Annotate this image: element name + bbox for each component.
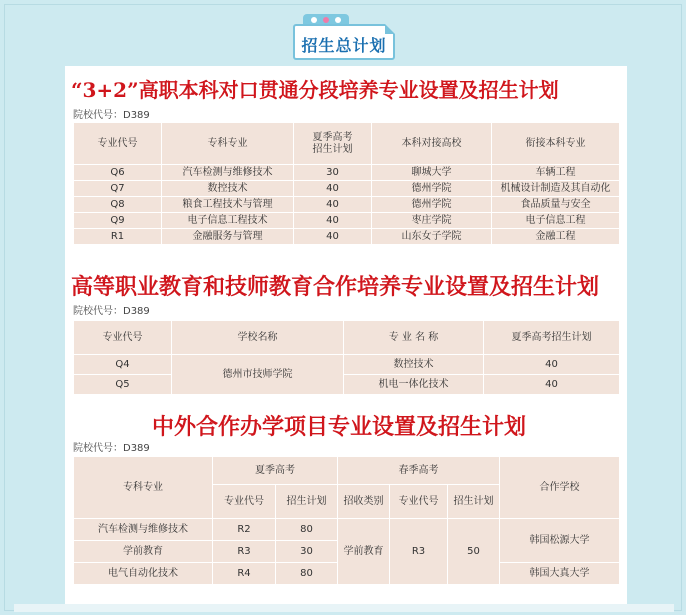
cell: 德州学院 bbox=[372, 197, 492, 213]
header-cell: 专科专业 bbox=[162, 123, 294, 165]
partner-cell: 韩国大真大学 bbox=[500, 563, 620, 585]
cell: R4 bbox=[213, 563, 276, 585]
table-header-row bbox=[74, 457, 620, 485]
bottom-strip bbox=[14, 604, 674, 612]
cell: 山东女子学院 bbox=[372, 229, 492, 245]
cell: 电子信息工程技术 bbox=[162, 213, 294, 229]
cell: 汽车检测与维修技术 bbox=[162, 165, 294, 181]
section3-table bbox=[73, 456, 620, 585]
table-row bbox=[74, 375, 620, 395]
header-cell: 专业代号 bbox=[74, 321, 172, 355]
cell: R3 bbox=[213, 541, 276, 563]
cell: 50 bbox=[448, 519, 500, 585]
section3-title: 中外合作办学项目专业设置及招生计划 bbox=[152, 414, 527, 440]
section-badge bbox=[293, 14, 395, 60]
cell: 机电一体化技术 bbox=[344, 375, 484, 395]
table-row bbox=[74, 229, 620, 245]
table-header-row bbox=[74, 321, 620, 355]
cell: 30 bbox=[294, 165, 372, 181]
badge-label: 招生总计划 bbox=[301, 36, 387, 55]
cell: 80 bbox=[276, 519, 338, 541]
header-cell: 春季高考 bbox=[338, 457, 500, 485]
header-cell: 招生计划 bbox=[276, 485, 338, 519]
cell: 40 bbox=[484, 355, 620, 375]
cell: 电子信息工程 bbox=[492, 213, 620, 229]
cell: 金融服务与管理 bbox=[162, 229, 294, 245]
section1-school-code: 院校代号：D389 bbox=[73, 110, 150, 121]
content-panel bbox=[65, 66, 627, 604]
cell: 食品质量与安全 bbox=[492, 197, 620, 213]
cell: 80 bbox=[276, 563, 338, 585]
section3-school-code: 院校代号：D389 bbox=[73, 443, 150, 454]
cell: Q9 bbox=[74, 213, 162, 229]
section2-school-code: 院校代号：D389 bbox=[73, 306, 150, 317]
table-row bbox=[74, 197, 620, 213]
header-cell: 专业代号 bbox=[390, 485, 448, 519]
section2-title: 高等职业教育和技师教育合作培养专业设置及招生计划 bbox=[71, 274, 600, 300]
cell: Q7 bbox=[74, 181, 162, 197]
badge-box bbox=[293, 24, 395, 60]
table-row bbox=[74, 213, 620, 229]
cell: 金融工程 bbox=[492, 229, 620, 245]
header-cell: 招收类别 bbox=[338, 485, 390, 519]
section2-table bbox=[73, 320, 620, 395]
section1-table bbox=[73, 122, 620, 245]
badge-dot-icon bbox=[311, 17, 317, 23]
cell: 车辆工程 bbox=[492, 165, 620, 181]
table-row bbox=[74, 355, 620, 375]
header-cell: 专 业 名 称 bbox=[344, 321, 484, 355]
cell: 40 bbox=[294, 181, 372, 197]
header-cell: 专业代号 bbox=[213, 485, 276, 519]
header-cell: 合作学校 bbox=[500, 457, 620, 519]
cell: 学前教育 bbox=[338, 519, 390, 585]
header-cell: 专业代号 bbox=[74, 123, 162, 165]
cell: 枣庄学院 bbox=[372, 213, 492, 229]
cell: 40 bbox=[294, 213, 372, 229]
header-cell: 专科专业 bbox=[74, 457, 213, 519]
cell: Q6 bbox=[74, 165, 162, 181]
cell: 粮食工程技术与管理 bbox=[162, 197, 294, 213]
cell: 德州学院 bbox=[372, 181, 492, 197]
cell: 30 bbox=[276, 541, 338, 563]
cell: 40 bbox=[484, 375, 620, 395]
partner-cell: 韩国松源大学 bbox=[500, 519, 620, 563]
header-cell: 本科对接高校 bbox=[372, 123, 492, 165]
header-cell: 学校名称 bbox=[172, 321, 344, 355]
cell: 数控技术 bbox=[162, 181, 294, 197]
cell: R1 bbox=[74, 229, 162, 245]
cell: 40 bbox=[294, 197, 372, 213]
header-cell: 衔接本科专业 bbox=[492, 123, 620, 165]
header-cell: 夏季高考 招生计划 bbox=[294, 123, 372, 165]
section1-title: “3+2”高职本科对口贯通分段培养专业设置及招生计划 bbox=[71, 78, 559, 102]
table-row bbox=[74, 181, 620, 197]
cell: Q8 bbox=[74, 197, 162, 213]
cell: R3 bbox=[390, 519, 448, 585]
badge-dot-icon bbox=[323, 17, 329, 23]
cell: 学前教育 bbox=[74, 541, 213, 563]
table-row bbox=[74, 519, 620, 541]
cell: Q4 bbox=[74, 355, 172, 375]
cell: 机械设计制造及其自动化 bbox=[492, 181, 620, 197]
school-cell: 德州市技师学院 bbox=[172, 355, 344, 395]
table-header-row bbox=[74, 123, 620, 165]
cell: 汽车检测与维修技术 bbox=[74, 519, 213, 541]
header-cell: 夏季高考招生计划 bbox=[484, 321, 620, 355]
cell: 电气自动化技术 bbox=[74, 563, 213, 585]
table-row bbox=[74, 165, 620, 181]
cell: R2 bbox=[213, 519, 276, 541]
cell: 聊城大学 bbox=[372, 165, 492, 181]
cell: 数控技术 bbox=[344, 355, 484, 375]
cell: Q5 bbox=[74, 375, 172, 395]
badge-dot-icon bbox=[335, 17, 341, 23]
header-cell: 夏季高考 bbox=[213, 457, 338, 485]
header-cell: 招生计划 bbox=[448, 485, 500, 519]
cell: 40 bbox=[294, 229, 372, 245]
